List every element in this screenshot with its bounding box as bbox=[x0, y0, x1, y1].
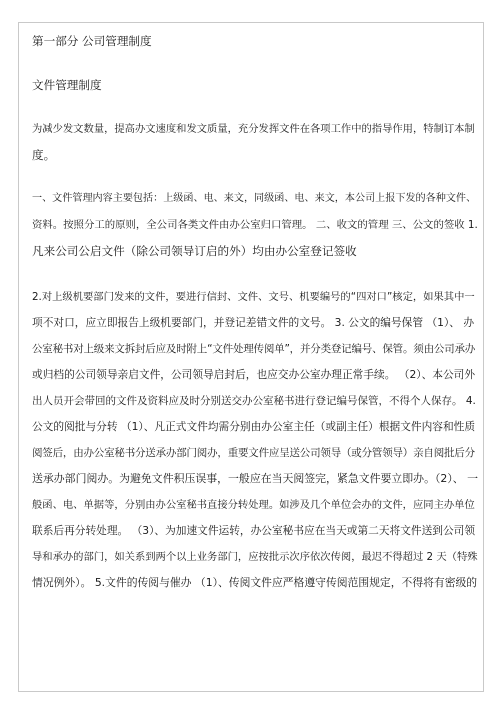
paragraph-line: 般函、电、单据等，分别由办公室秘书直接分转处理。如涉及几个单位会办的文件，应同主办单位 bbox=[32, 499, 475, 511]
paragraph-line: 一、文件管理内容主要包括：上级函、电、来文，同级函、电、来文，本公司上报下发的各种文件、 bbox=[32, 193, 477, 204]
section-title: 第一部分 公司管理制度 bbox=[32, 34, 152, 48]
paragraph-line: 送承办部门阅办。为避免文件积压误事，一般应在当天阅签完，紧急文件要立即办。（2）、 一 bbox=[32, 472, 479, 485]
paragraph-line: 公室秘书对上级来文拆封后应及时附上“文件处理传阅单”，并分类登记编号、保管。须由公司承办 bbox=[32, 343, 476, 355]
doc-title: 文件管理制度 bbox=[32, 78, 102, 92]
paragraph-line: 导和承办的部门，如关系到两个以上业务部门，应按批示次序依次传阅，最迟不得超过 2 天（特殊 bbox=[32, 551, 478, 563]
paragraph-line: 资料。按照分工的原则，全公司各类文件由办公室归口管理。 二、收文的管理 三、公文的签收 1. bbox=[32, 219, 478, 231]
paragraph-line: 出人员开会带回的文件及资料应及时分别送交办公室秘书进行登记编号保管，不得个人保存。 4. bbox=[32, 395, 476, 407]
paragraph-line: 阅签后，由办公室秘书分送承办部门阅办，重要文件应呈送公司领导（或分管领导）亲自阅批后分 bbox=[32, 447, 475, 459]
paragraph-line: 度。 bbox=[32, 148, 56, 162]
paragraph-line: 2.对上级机要部门发来的文件，要进行信封、文件、文号、机要编号的“四对口”核定，如果其中一 bbox=[32, 291, 475, 303]
paragraph-line: 为减少发文数量，提高办文速度和发文质量，充分发挥文件在各项工作中的指导作用，特制订本制 bbox=[32, 123, 475, 135]
paragraph-line: 项不对口，应立即报告上级机要部门，并登记差错文件的文号。 3. 公文的编号保管 （1）、 办 bbox=[32, 316, 475, 329]
paragraph-line: 公文的阅批与分转 （1）、凡正式文件均需分别由办公室主任（或副主任）根据文件内容和性质 bbox=[32, 420, 476, 433]
paragraph-line: 凡来公司公启文件（除公司领导订启的外）均由办公室登记签收 bbox=[32, 244, 357, 258]
paragraph-line: 联系后再分转处理。 （3）、为加速文件运转，办公室秘书应在当天或第二天将文件送到公司领 bbox=[32, 524, 476, 537]
paragraph-line: 情况例外）。 5.文件的传阅与催办 （1）、传阅文件应严格遵守传阅范围规定，不得将有密级的 bbox=[32, 576, 478, 589]
paragraph-line: 或归档的公司领导亲启文件，公司领导启封后，也应交办公室办理正常手续。 （2）、本公司外 bbox=[32, 368, 476, 381]
